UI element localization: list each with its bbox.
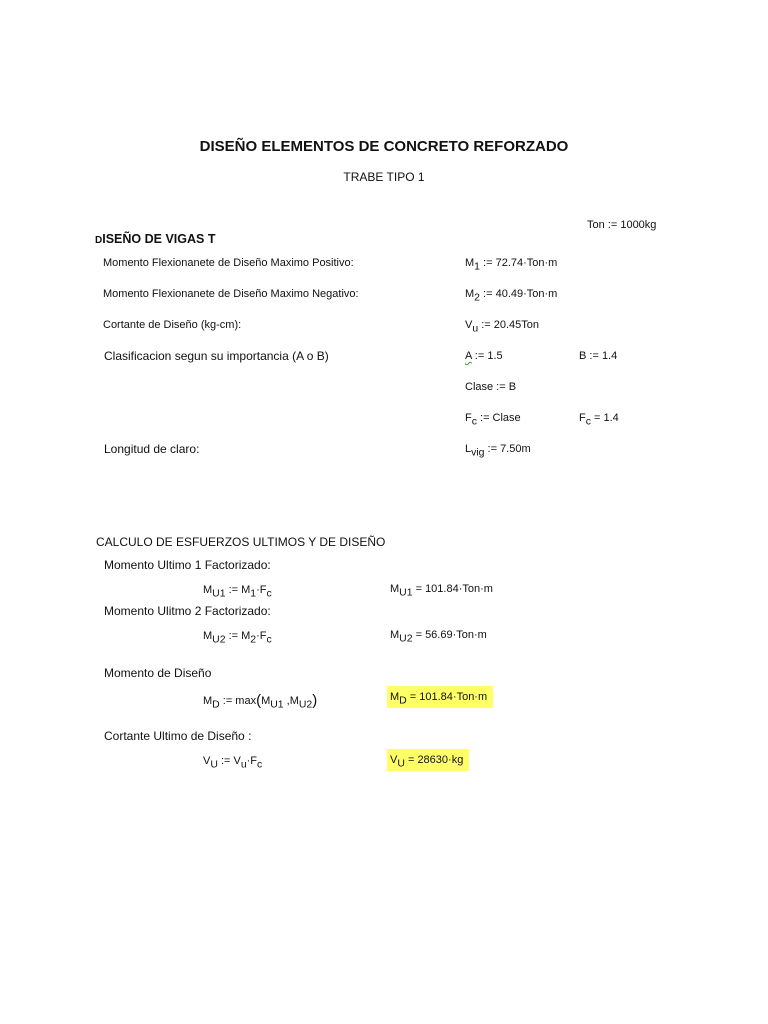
- document-title: DISEÑO ELEMENTOS DE CONCRETO REFORZADO: [199, 138, 569, 155]
- value-clase: B: [508, 381, 517, 393]
- label-moment-negative: Momento Flexionanete de Diseño Maximo Negativo:: [103, 288, 359, 300]
- section-heading-vigas: DISEÑO DE VIGAS T: [95, 232, 216, 246]
- label-mu2: Momento Ulitmo 2 Factorizado:: [104, 604, 271, 618]
- label-vu-ultimate: Cortante Ultimo de Diseño :: [104, 729, 252, 743]
- equation-fc-result: $F_c = 1.4$: [579, 412, 619, 428]
- label-classification: Clasificacion segun su importancia (A o B): [104, 349, 329, 363]
- equation-vu: $V_u$ := 20.45Ton: [465, 319, 540, 335]
- equation-m2: $M_2$ := 40.49·Ton·m: [465, 288, 558, 304]
- result-mu1: $M_{U1} = 101.84\cdot Ton\cdot m$: [390, 583, 493, 599]
- value-m2: 40.49·Ton·m: [495, 288, 558, 300]
- ton-definition: Ton := 1000kg: [587, 219, 657, 231]
- value-m1: 72.74·Ton·m: [495, 257, 558, 269]
- result-vu-highlighted: $V_U = 28630\cdot kg$: [387, 749, 469, 771]
- result-mu2: $M_{U2} = 56.69\cdot Ton\cdot m$: [390, 629, 487, 645]
- definition-mu1: $M_{U1}$ := $M_1\cdot F_c$: [203, 584, 272, 600]
- definition-mu2: $M_{U2}$ := $M_2\cdot F_c$: [203, 630, 272, 646]
- label-mu1: Momento Ultimo 1 Factorizado:: [104, 558, 271, 572]
- definition-vu-ultimate: $V_U$ := $V_u\cdot F_c$: [203, 755, 263, 771]
- section-heading-esfuerzos: CALCULO DE ESFUERZOS ULTIMOS Y DE DISEÑO: [96, 535, 386, 549]
- equation-b: B := 1.4: [579, 350, 618, 362]
- label-md: Momento de Diseño: [104, 666, 212, 680]
- label-moment-positive: Momento Flexionanete de Diseño Maximo Positivo:: [103, 257, 354, 269]
- value-vu: 20.45Ton: [493, 319, 540, 331]
- equation-lvig: $L_{vig}$ := 7.50m: [465, 443, 531, 459]
- label-shear: Cortante de Diseño (kg-cm):: [103, 319, 242, 331]
- value-b: 1.4: [601, 350, 618, 362]
- equation-m1: $M_1$ := 72.74·Ton·m: [465, 257, 558, 273]
- equation-clase: Clase := B: [465, 381, 517, 393]
- equation-a: A := 1.5: [465, 350, 503, 362]
- value-fc-def: Clase: [492, 412, 521, 424]
- value-lvig: 7.50m: [500, 443, 531, 455]
- result-md-highlighted: $M_D = 101.84\cdot Ton\cdot m$: [387, 686, 493, 708]
- document-subtitle: TRABE TIPO 1: [343, 170, 425, 184]
- value-fc-result: 1.4: [603, 412, 619, 424]
- value-a: 1.5: [487, 350, 503, 362]
- definition-md: $M_D$ := $\max(M_{U1}$ $,M_{U2}$): [203, 692, 318, 711]
- label-span-length: Longitud de claro:: [104, 442, 200, 456]
- equation-fc-def: $F_c$ := Clase: [465, 412, 521, 428]
